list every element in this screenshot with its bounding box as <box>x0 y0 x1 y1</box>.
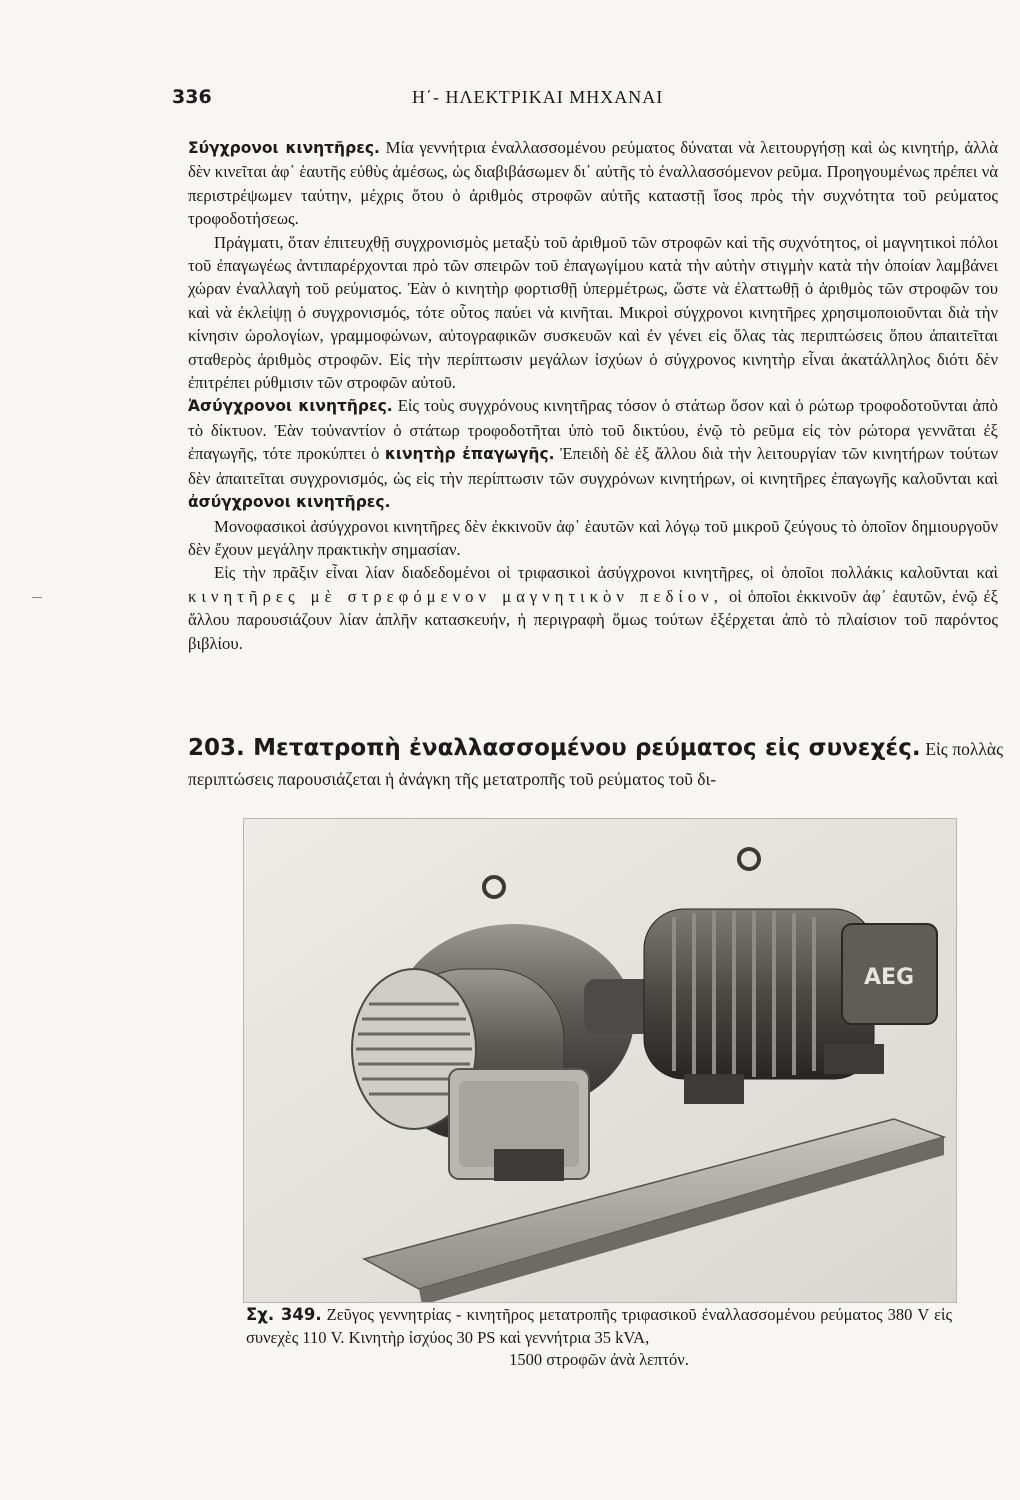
paragraph-async-motors <box>188 394 998 514</box>
section-title: 203. Μετατροπὴ ἐναλλασσομένου ρεύματος εἰς συνεχές. <box>188 735 921 761</box>
paragraph-sync-motors <box>188 136 998 231</box>
figure-caption <box>246 1304 952 1372</box>
motor-generator-illustration <box>244 819 956 1302</box>
motor-foot <box>824 1044 884 1074</box>
running-title: Η΄- ΗΛΕΚΤΡΙΚΑΙ ΜΗΧΑΝΑΙ <box>412 87 664 107</box>
section-203 <box>188 733 1003 794</box>
paragraph-text: οἱ ὁποῖοι ἐκκινοῦν ἀφ᾽ ἑαυτῶν, ἐνῷ ἐξ ἄλλου παρουσιάζουν λίαν ἁπλῆν κατασκευήν, ἡ περιγραφὴ ὅμως τούτων ἐξέρχεται ἀπὸ τὸ πλαίσιον τοῦ παρόντος βιβλίου. <box>188 586 999 653</box>
heading-sync-motors: Σύγχρονοι κινητῆρες. <box>188 139 380 157</box>
page-number: 336 <box>172 86 212 108</box>
nameplate-aeg: AEG <box>863 965 915 990</box>
term-async-motors: ἀσύγχρονοι κινητῆρες. <box>188 493 391 512</box>
paragraph-text: Εἰς τὴν πρᾶξιν εἶναι λίαν διαδεδομένοι οἱ τριφασικοὶ ἀσύγχρονοι κινητῆρες, οἱ ὁποῖοι πολλάκις καλοῦνται καὶ <box>214 563 998 583</box>
paragraph <box>188 561 998 655</box>
heading-async-motors: Ἀσύγχρονοι κινητῆρες. <box>188 397 393 416</box>
page-header <box>172 86 992 116</box>
section-text: Εἰς πολλὰς περιπτώσεις παρουσιάζεται ἡ ἀνάγκη τῆς μετατροπῆς τοῦ ρεύματος τοῦ δι- <box>188 739 1003 789</box>
body-text <box>188 136 998 655</box>
motor-foot <box>684 1074 744 1104</box>
paragraph: Πράγματι, ὅταν ἐπιτευχθῇ συγχρονισμὸς μεταξὺ τοῦ ἀριθμοῦ τῶν στροφῶν καὶ τῆς συχνότητος, οἱ μαγνητικοὶ πόλοι τοῦ ἐπαγωγέως ἀντιπαρέρχονται πρὸ τῶν σπειρῶν τοῦ ἐπαγωγίμου κατὰ τὴν αὐτὴν στιγμὴν κατὰ τὴν ὁποίαν λαμβάνει χώραν ἐναλλαγὴ τοῦ ρεύματος. Ἐὰν ὁ κινητὴρ φορτισθῇ ὑπερμέτρως, ὥστε νὰ ἐλαττωθῇ ὁ ἀριθμὸς τῶν στροφῶν του καὶ νὰ ἐκλείψῃ ὁ συγχρονισμός, τότε οὗτος παύει νὰ κινῆται. Μικροὶ σύγχρονοι κινητῆρες χρησιμοποιοῦνται διὰ τὴν κίνησιν ὡρολογίων, γραμμοφώνων, αὐτογραφικῶν συσκευῶν καὶ ἐν γένει εἰς ὅλας τὰς περιπτώσεις ὅπου ἀπαιτεῖται σταθερὸς ἀριθμὸς στροφῶν. Εἰς τὴν περίπτωσιν μεγάλων ἰσχύων ὁ σύγχρονος κινητὴρ εἶναι ἀκατάλληλος διότι δὲν ἐπιτρέπει ρύθμισιν τῶν στροφῶν αὐτοῦ. <box>188 232 998 393</box>
paragraph-text: Εἰς τοὺς συγχρόνους κινητῆρας τόσον ὁ στάτωρ ὅσον καὶ ὁ ρώτωρ τροφοδοτοῦνται ἀπὸ τὸ δίκτυον. Ἐὰν τοὐναντίον ὁ στάτωρ τροφοδοτῆται ὑπὸ τοῦ δικτύου, ἐνῷ τὸ ρεῦμα εἰς τὸν ρώτορα γεννᾶται ἐξ ἐπαγωγῆς, τότε προκύπτει ὁ <box>188 396 998 464</box>
term-induction-motor: κινητὴρ ἐπαγωγῆς. <box>384 445 555 464</box>
caption-last-line: 1500 στροφῶν ἀνὰ λεπτόν. <box>509 1350 689 1369</box>
caption-label: Σχ. 349. <box>246 1305 322 1324</box>
figure-motor-generator-photo <box>243 818 957 1303</box>
paragraph: Μονοφασικοὶ ἀσύγχρονοι κινητῆρες δὲν ἐκκινοῦν ἀφ᾽ ἑαυτῶν καὶ λόγῳ τοῦ μικροῦ ζεύγους τὸ ὁποῖον δημιουργοῦν δὲν ἔχουν μεγάλην πρακτικὴν σημασίαν. <box>188 516 998 559</box>
margin-mark <box>32 597 42 598</box>
caption-text: Ζεῦγος γεννητρίας - κινητῆρος μετατροπῆς τριφασικοῦ ἐναλλασσομένου ρεύματος 380 V εἰς συνεχὲς 110 V. Κινητὴρ ἰσχύος 30 PS καὶ γεννήτρια 35 kVA, <box>246 1305 952 1347</box>
spaced-term: κινητῆρες μὲ στρεφόμενον μαγνητικὸν πεδίον, <box>188 586 723 606</box>
paragraph-text: Μία γεννήτρια ἐναλλασσομένου ρεύματος δύναται νὰ λειτουργήσῃ καὶ ὡς κινητήρ, ἀλλὰ δὲν κινεῖται ἀφ᾽ ἑαυτῆς εὐθὺς ἀμέσως, ὡς διαβιβάσωμεν δι᾽ αὐτῆς τὸ ἐναλλασσόμενον ρεῦμα. Προηγουμένως πρέπει νὰ περιστρέψωμεν ταύτην, μέχρις ὅτου ὁ ἀριθμὸς στροφῶν αὐτῆς καταστῇ ἴσος πρὸς τὴν συχνότητα τοῦ ρεύματος τροφοδοτήσεως. <box>188 138 999 229</box>
paragraph-text: Ἐπειδὴ δὲ ἐξ ἄλλου διὰ τὴν λειτουργίαν τῶν κινητήρων τούτων δὲν ἀπαιτεῖται συγχρονισμός, ὡς εἰς τὴν περίπτωσιν τῶν συγχρόνων κινητήρων, οἱ κινητῆρες ἐπαγωγῆς καλοῦνται καὶ <box>188 444 999 488</box>
generator-foot <box>494 1149 564 1181</box>
